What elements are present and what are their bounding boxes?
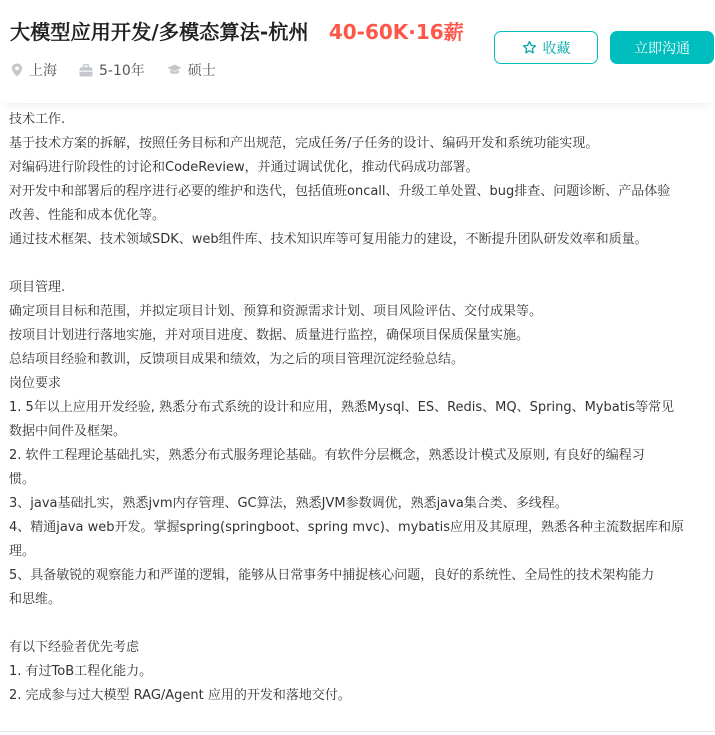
favorite-button[interactable]	[494, 31, 598, 64]
briefcase-icon	[79, 64, 93, 77]
meta-city	[11, 60, 57, 80]
salary: 40-60K·16薪	[328, 20, 464, 44]
desc-line: 改善、性能和成本优化等。	[9, 208, 166, 223]
experience-text: 5-10年	[99, 63, 145, 79]
desc-line: 对编码进行阶段性的讨论和CodeReview，并通过调试优化，推动代码成功部署。	[9, 160, 479, 175]
desc-line: 2. 软件工程理论基础扎实，熟悉分布式服务理论基础。有软件分层概念，熟悉设计模式及原则, 有良好的编程习	[9, 448, 645, 463]
job-header	[0, 0, 715, 103]
desc-line: 理。	[9, 544, 36, 559]
desc-line: 1. 有过ToB工程化能力。	[9, 664, 153, 679]
desc-line: 2. 完成参与过大模型 RAG/Agent 应用的开发和落地交付。	[9, 688, 351, 703]
job-meta	[11, 60, 238, 80]
city-text: 上海	[29, 63, 57, 79]
desc-line: 总结项目经验和教训，反馈项目成果和绩效，为之后的项目管理沉淀经验总结。	[9, 352, 465, 367]
chat-label: 立即沟通	[634, 40, 690, 57]
desc-line: 3、java基础扎实，熟悉jvm内存管理、GC算法，熟悉JVM参数调优，熟悉java集合类、多线程。	[9, 496, 568, 511]
chat-now-button[interactable]	[610, 31, 714, 64]
location-pin-icon	[11, 63, 23, 77]
desc-line: 岗位要求	[9, 376, 62, 391]
graduation-cap-icon	[167, 64, 182, 76]
desc-line: 有以下经验者优先考虑	[9, 640, 140, 655]
job-title: 大模型应用开发/多模态算法-杭州	[10, 20, 309, 44]
desc-line: 5、具备敏锐的观察能力和严谨的逻辑，能够从日常事务中捕捉核心问题，良好的系统性、全局性的技术架构能力	[9, 568, 655, 583]
desc-blank-line	[9, 252, 713, 276]
star-icon	[522, 40, 537, 55]
favorite-label: 收藏	[542, 40, 571, 57]
desc-line: 数据中间件及框架。	[9, 424, 127, 439]
bottom-divider	[0, 731, 715, 732]
desc-line: 基于技术方案的拆解，按照任务目标和产出规范，完成任务/子任务的设计、编码开发和系统功能实现。	[9, 136, 599, 151]
desc-line: 项目管理.	[9, 280, 66, 295]
desc-line: 4、精通java web开发。掌握spring(springboot、spring mvc)、mybatis应用及其原理，熟悉各种主流数据库和原	[9, 520, 685, 535]
desc-line: 按项目计划进行落地实施，并对项目进度、数据、质量进行监控，确保项目保质保量实施。	[9, 328, 530, 343]
degree-text: 硕士	[187, 63, 216, 79]
meta-degree	[167, 60, 216, 80]
desc-line: 对开发中和部署后的程序进行必要的维护和迭代，包括值班oncall、升级工单处置、bug排查、问题诊断、产品体验	[9, 184, 671, 199]
desc-line: 1. 5年以上应用开发经验, 熟悉分布式系统的设计和应用，熟悉Mysql、ES、Redis、MQ、Spring、Mybatis等常见	[9, 400, 675, 415]
title-row	[10, 16, 464, 45]
job-description	[9, 108, 713, 708]
desc-line: 技术工作.	[9, 112, 66, 127]
desc-line: 和思维。	[9, 592, 62, 607]
desc-blank-line	[9, 612, 713, 636]
desc-line: 确定项目目标和范围，并拟定项目计划、预算和资源需求计划、项目风险评估、交付成果等。	[9, 304, 543, 319]
meta-experience	[79, 60, 145, 80]
desc-line: 惯。	[9, 472, 36, 487]
desc-line: 通过技术框架、技术领域SDK、web组件库、技术知识库等可复用能力的建设，不断提升团队研发效率和质量。	[9, 232, 648, 247]
